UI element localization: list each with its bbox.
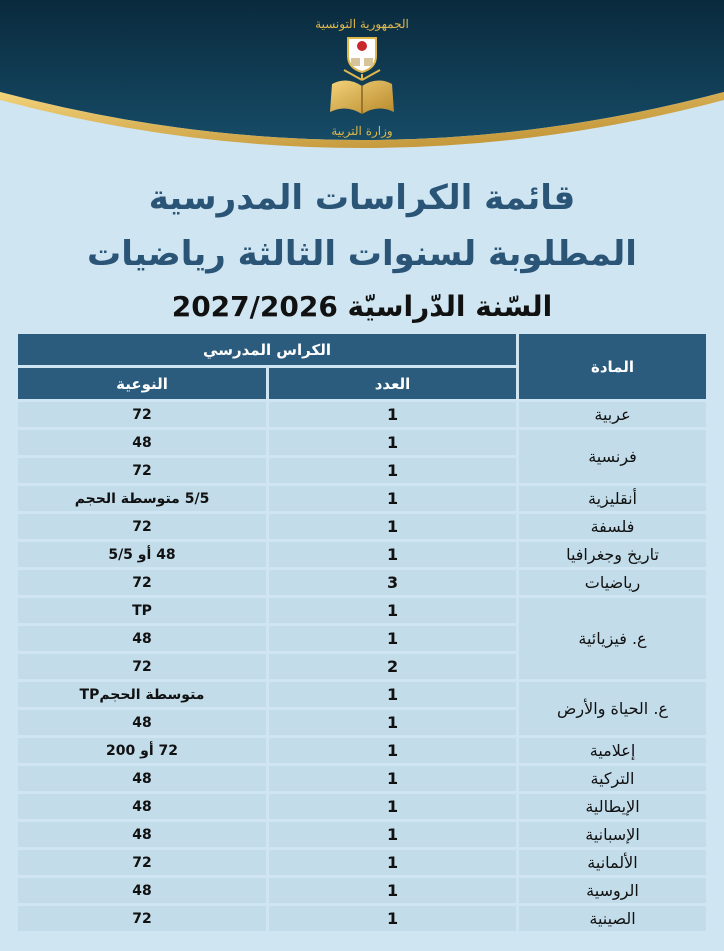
count-cell: 3 <box>269 570 516 595</box>
subject-cell: الألمانية <box>519 850 706 875</box>
header-subject: المادة <box>519 334 706 399</box>
type-cell: 48 <box>18 794 266 819</box>
type-cell: 72 <box>18 458 266 483</box>
page-title: قائمة الكراسات المدرسية <box>148 178 576 218</box>
type-cell: TP <box>18 598 266 623</box>
count-cell: 1 <box>269 850 516 875</box>
subject-cell: فرنسية <box>519 430 706 483</box>
type-cell: 72 <box>18 850 266 875</box>
subject-cell: ع. فيزيائية <box>519 598 706 679</box>
subject-cell: التركية <box>519 766 706 791</box>
count-cell: 1 <box>269 738 516 763</box>
subject-cell: ع. الحياة والأرض <box>519 682 706 735</box>
type-cell: 72 أو 200 <box>18 738 266 763</box>
type-cell: 48 <box>18 710 266 735</box>
count-cell: 1 <box>269 682 516 707</box>
type-cell: متوسطة الحجمTP <box>18 682 266 707</box>
subject-cell: الإيطالية <box>519 794 706 819</box>
count-cell: 1 <box>269 458 516 483</box>
count-cell: 2 <box>269 654 516 679</box>
count-cell: 1 <box>269 822 516 847</box>
type-cell: 48 أو 5/5 <box>18 542 266 567</box>
subject-cell: الروسية <box>519 878 706 903</box>
type-cell: 72 <box>18 514 266 539</box>
subject-cell: عربية <box>519 402 706 427</box>
page-header <box>0 0 724 165</box>
type-cell: 72 <box>18 906 266 931</box>
school-year: السّنة الدّراسيّة 2027/2026 <box>171 290 553 323</box>
count-cell: 1 <box>269 766 516 791</box>
count-cell: 1 <box>269 430 516 455</box>
count-cell: 1 <box>269 794 516 819</box>
type-cell: 72 <box>18 654 266 679</box>
subject-cell: الإسبانية <box>519 822 706 847</box>
subject-cell: رياضيات <box>519 570 706 595</box>
page-subtitle: المطلوبة لسنوات الثالثة رياضيات <box>87 234 637 274</box>
count-cell: 1 <box>269 542 516 567</box>
type-cell: 48 <box>18 766 266 791</box>
count-cell: 1 <box>269 710 516 735</box>
type-cell: 48 <box>18 626 266 651</box>
subject-cell: الصينية <box>519 906 706 931</box>
header-type: النوعية <box>18 368 266 399</box>
type-cell: 48 <box>18 822 266 847</box>
republic-label: الجمهورية التونسية <box>315 17 409 31</box>
type-cell: 48 <box>18 430 266 455</box>
type-cell: 48 <box>18 878 266 903</box>
count-cell: 1 <box>269 598 516 623</box>
count-cell: 1 <box>269 626 516 651</box>
ministry-label: وزارة التربية <box>331 124 393 138</box>
subject-cell: أنقليزية <box>519 486 706 511</box>
type-cell: 72 <box>18 570 266 595</box>
count-cell: 1 <box>269 514 516 539</box>
count-cell: 1 <box>269 878 516 903</box>
count-cell: 1 <box>269 402 516 427</box>
count-cell: 1 <box>269 906 516 931</box>
header-notebook: الكراس المدرسي <box>18 334 516 365</box>
count-cell: 1 <box>269 486 516 511</box>
subject-cell: فلسفة <box>519 514 706 539</box>
subject-cell: إعلامية <box>519 738 706 763</box>
header-count: العدد <box>269 368 516 399</box>
type-cell: 72 <box>18 402 266 427</box>
type-cell: 5/5 متوسطة الحجم <box>18 486 266 511</box>
subject-cell: تاريخ وجغرافيا <box>519 542 706 567</box>
